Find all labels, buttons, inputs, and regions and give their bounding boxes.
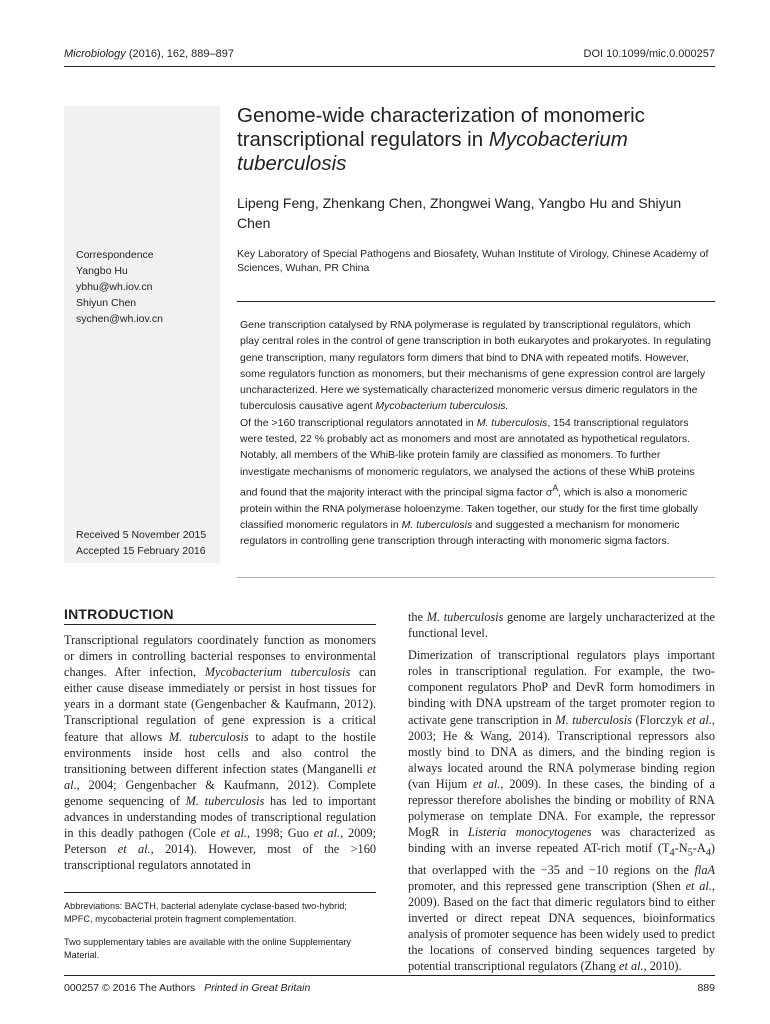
body-text: , 2009; Peterson (64, 826, 376, 857)
correspondence-block (76, 247, 163, 327)
footnote-supplementary: Two supplementary tables are available with the online Supplementary Material. (64, 937, 352, 960)
body-text: Dimerization of transcriptional regulators plays important roles in transcriptional regulation. For example, the two-component regulators PhoP and DevR form homodimers in binding with DNA upstream of the target promoter region to activate gene transcription in (408, 648, 715, 727)
abstract-italic: M. tuberculosis (401, 519, 473, 532)
body-text: , 2003; He & Wang, 2014). Transcriptional repressors also mostly bind to DNA as dimers, and the binding region is always located around the RNA polymerase binding region (van Hijum (408, 712, 715, 791)
abstract (240, 317, 712, 550)
article-title (237, 104, 707, 176)
body-text: , 2009). Based on the fact that dimeric regulators bind to either inverted or direct repeat DNA sequences, bioinformatics analysis of promoter sequence has been widely used to predict the locations of conserved binding sequences targeted by potential transcriptional regulators (Zhang (408, 878, 715, 974)
correspondence-name-2: Shiyun Chen (76, 297, 137, 309)
section-heading: INTRODUCTION (64, 606, 174, 622)
doi: DOI 10.1099/mic.0.000257 (583, 48, 715, 60)
body-italic: Mycobacterium tuberculosis (204, 665, 351, 680)
body-text: genome are largely uncharacterized at the functional level. (408, 610, 715, 641)
body-text: -N (674, 841, 688, 856)
abstract-italic: Mycobacterium tuberculosis. (375, 400, 509, 413)
body-text: can either cause disease immediately or persist in host tissues for years in a dormant state (Gengenbacher & Kaufmann, 2012). Transcriptional regulation of gene expression is a critical feature that allows (64, 665, 377, 744)
footnote-abbreviations: Abbreviations: BACTH, bacterial adenylate cyclase-based two-hybrid; MPFC, mycobacterial protein fragment complementation. (64, 901, 347, 924)
body-italic: et al. (686, 712, 712, 727)
body-text: was characterized as binding with an inverse repeated AT-rich motif (T (408, 825, 715, 856)
body-text: promoter, and this repressed gene transcription (Shen (408, 878, 686, 893)
body-italic: M. tuberculosis (426, 610, 504, 624)
title-italic: Mycobacterium tuberculosis (237, 128, 628, 175)
body-italic: et al. (473, 776, 501, 791)
subscript: 4 (705, 847, 711, 859)
running-header-citation (64, 48, 234, 60)
affiliation: Key Laboratory of Special Pathogens and Biosafety, Wuhan Institute of Virology, Chinese Academy of Sciences, Wuhan, PR China (237, 248, 709, 274)
body-column-right (408, 609, 715, 981)
paragraph (408, 609, 715, 641)
correspondence-label: Correspondence (76, 249, 154, 261)
paragraph (408, 647, 715, 974)
body-text: , 1998; Guo (246, 826, 314, 841)
body-text: , 2009). In these cases, the binding of a repressor therefore abolishes the binding or mobility of RNA polymerase on template DNA. For example, the repressor MogR in (408, 776, 715, 840)
author-list: Lipeng Feng, Zhenkang Chen, Zhongwei Wang, Yangbo Hu and Shiyun Chen (237, 195, 682, 231)
body-text: to adapt to the hostile environments inside host cells and also control the transitioning between different infection states (Manganelli (64, 729, 376, 776)
article-id: 000257 © 2016 The Authors (64, 982, 196, 994)
body-italic: et al. (685, 878, 712, 893)
body-italic: M. tuberculosis (185, 793, 265, 808)
abstract-italic: M. tuberculosis (476, 416, 548, 429)
body-italic: et al. (117, 842, 151, 857)
abstract-divider (237, 301, 715, 302)
body-italic: et al. (313, 826, 341, 841)
footer-divider (64, 975, 715, 976)
body-text: Transcriptional regulators coordinately function as monomers or dimers in controlling bacterial responses to environmental changes. After infection, (64, 633, 376, 680)
body-italic: et al. (619, 959, 644, 974)
body-italic: M. tuberculosis (168, 729, 249, 744)
abstract-text: and suggested a mechanism for monomeric regulators in controlling gene transcription through interacting with monomeric sigma factors. (240, 519, 680, 548)
section-heading-rule (64, 624, 376, 625)
body-text: has led to important advances in understanding modes of transcriptional regulation in this deadly pathogen (Cole (64, 793, 376, 841)
body-text: , 2004; Gengenbacher & Kaufmann, 2012). Complete genome sequencing of (64, 777, 376, 808)
abstract-superscript: A (552, 482, 559, 493)
printed-note: Printed in Great Britain (204, 982, 311, 994)
abstract-bottom-divider (237, 577, 715, 578)
body-italic: flaA (694, 862, 715, 877)
body-text: , 2014). However, most of the >160 transcriptional regulators annotated in (64, 842, 376, 873)
body-italic: et al. (220, 826, 247, 841)
body-text: the (408, 610, 427, 624)
article-dates (76, 527, 206, 559)
body-text: ) that overlapped with the −35 and −10 regions on the (408, 841, 715, 877)
abstract-text: , 154 transcriptional regulators were tested, 22 % probably act as monomers and most are annotated as hypothetical regulators. Notably, all members of the WhiB-like protein family are classified as monomers. To further investigate mechanisms of monomeric regulators, we analysed the actions of these WhiB proteins and found that the majority interact with the principal sigma factor σ (240, 416, 695, 499)
body-italic: et al. (64, 761, 376, 792)
body-italic: Listeria monocytogenes (468, 825, 592, 840)
header-divider (64, 66, 715, 67)
page-number: 889 (697, 982, 715, 994)
accepted-date: Accepted 15 February 2016 (76, 545, 206, 557)
body-italic: M. tuberculosis (555, 712, 632, 727)
subscript: 4 (669, 847, 675, 859)
body-text: , 2010). (643, 959, 682, 974)
journal-name: Microbiology (64, 48, 126, 60)
subscript: 5 (687, 847, 693, 859)
title-text: Genome-wide characterization of monomeric transcriptional regulators in (237, 104, 645, 151)
correspondence-email-2[interactable]: sychen@wh.iov.cn (76, 313, 163, 325)
correspondence-name-1: Yangbo Hu (76, 265, 128, 277)
footer-left (64, 982, 310, 994)
abstract-text: Gene transcription catalysed by RNA polymerase is regulated by transcriptional regulators, which play central roles in the control of gene transcription in both eukaryotes and prokaryotes. In regulating gene transcription, many regulators form dimers that bind to DNA with repeated motifs. However, some regulators function as monomers, but their mechanisms of gene expression control are largely uncharacterized. Here we systematically characterized monomeric versus dimeric regulators in the tuberculosis causative agent (240, 319, 712, 413)
sidebar-panel (64, 106, 220, 563)
abstract-text: , which is also a monomeric protein within the RNA polymerase holoenzyme. Taken together, our study for the first time globally classified monomeric regulators in (240, 486, 698, 532)
footnote-divider (64, 892, 376, 893)
body-column-left (64, 632, 376, 873)
body-text: (Florczyk (631, 712, 687, 727)
citation-text: (2016), 162, 889–897 (128, 48, 235, 60)
correspondence-email-1[interactable]: ybhu@wh.iov.cn (76, 281, 153, 293)
abstract-text: Of the >160 transcriptional regulators annotated in (240, 416, 477, 429)
body-text: -A (692, 841, 706, 856)
received-date: Received 5 November 2015 (76, 529, 207, 541)
